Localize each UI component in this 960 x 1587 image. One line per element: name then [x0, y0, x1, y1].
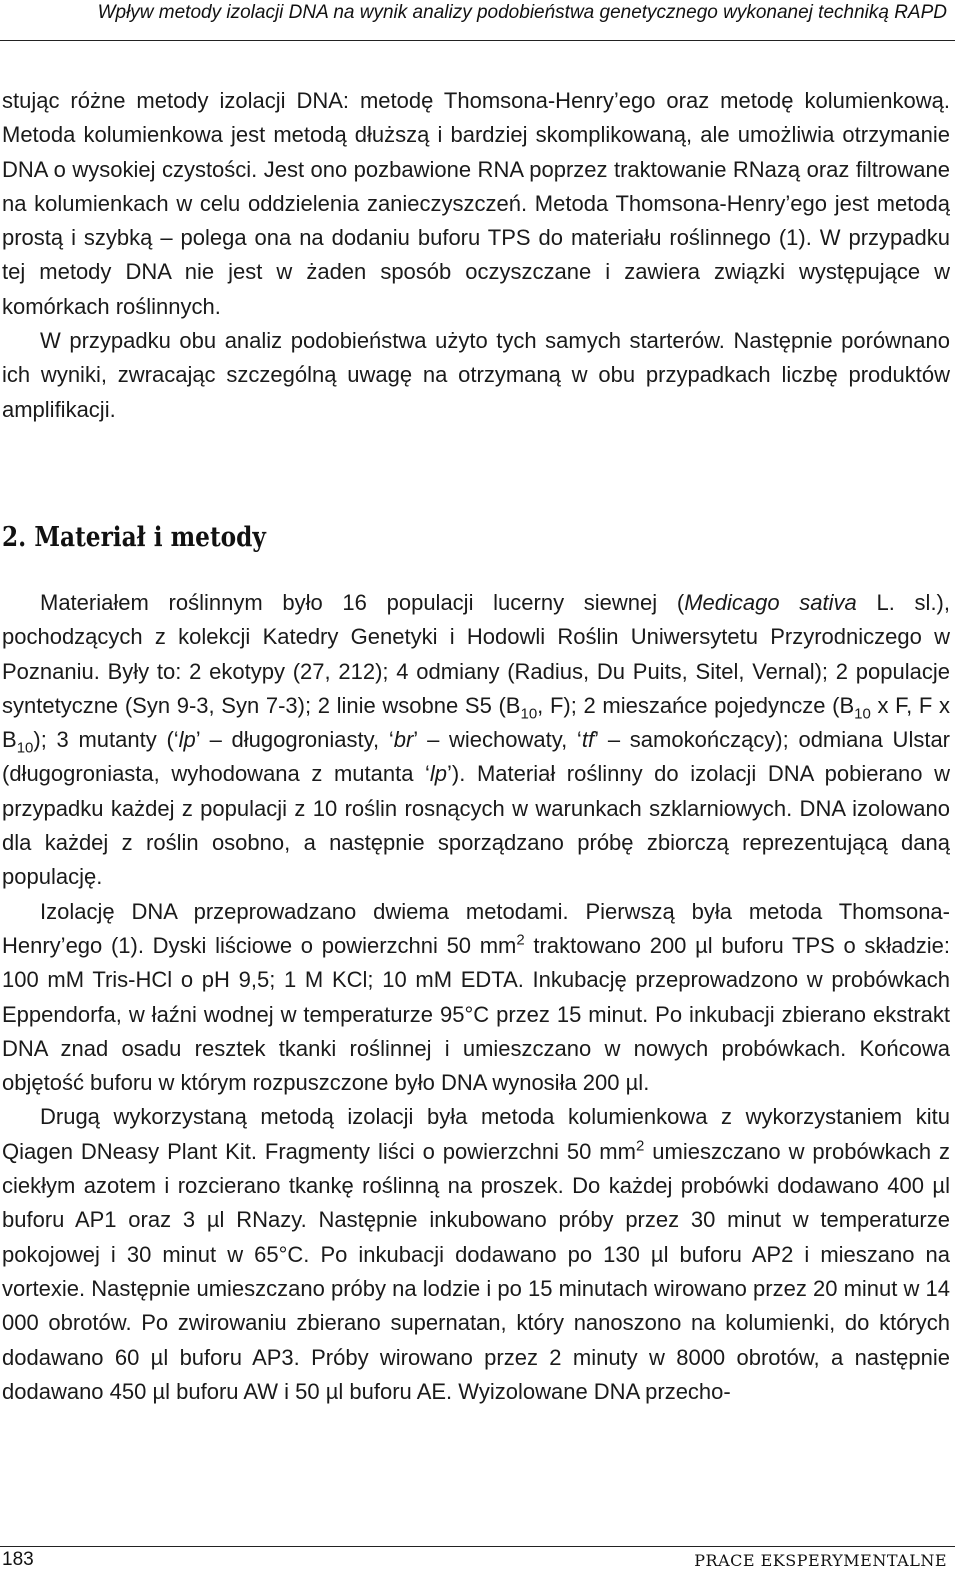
- paragraph: Drugą wykorzystaną metodą izolacji była metoda kolumienkowa z wykorzystaniem kitu Qiagen DNeasy Plant Kit. Fragmenty liści o powierzchni 50 $mm^2$ umieszczano w probówkach z ciekłym azotem i rozcierano tkankę roślinną na proszek. Do każdej probówki dodawano 400 µl buforu AP1 oraz 3 µl RNazy. Następnie inkubowano próby przez 30 minut w temperaturze pokojowej i 30 minut w 65°C. Po inkubacji dodawano po 130 µl buforu AP2 i mieszano na vortexie. Następnie umieszczano próby na lodzie i po 15 minutach wirowano przez 20 minut w 14 000 obrotów. Po zwirowaniu zbierano supernatan, który nanoszono na kolumienki, do których dodawano 60 µl buforu AP3. Próby wirowano przez 2 minuty w 8000 obrotów, a następnie dodawano 450 µl buforu AW i 50 µl buforu AE. Wyizolowane DNA przecho-: [2, 1104, 950, 1404]
- section-number: 2.: [2, 522, 27, 553]
- species-name: Medicago sativa: [684, 590, 857, 615]
- intro-text: [2, 84, 950, 427]
- paragraph: stując różne metody izolacji DNA: metodę Thomsona-Henry’ego oraz metodę kolumienkową. Metoda kolumienkowa jest metodą dłuższą i bardziej skomplikowaną, ale umożliwia otrzymanie DNA o wysokiej czystości. Jest ono pozbawione RNA poprzez traktowanie RNazą oraz filtrowane na kolumienkach w celu oddzielenia zanieczyszczeń. Metoda Thomsona-Henry’ego jest metodą prostą i szybką – polega ona na dodaniu buforu TPS do materiału roślinnego (1). W przypadku tej metody DNA nie jest w żaden sposób oczyszczane i zawiera związki występujące w komórkach roślinnych.: [2, 88, 950, 319]
- section-title: Materiał i metody: [34, 522, 266, 553]
- section-heading: [2, 522, 266, 553]
- methods-text: [2, 586, 950, 1409]
- paragraph: Materiałem roślinnym było 16 populacji lucerny siewnej (Medicago sativa L. sl.), pochodzących z kolekcji Katedry Genetyki i Hodowli Roślin Uniwersytetu Przyrodniczego w Poznaniu. Były to: 2 ekotypy (27, 212); 4 odmiany (Radius, Du Puits, Sitel, Vernal); 2 populacje syntetyczne (Syn 9-3, Syn 7-3); 2 linie wsobne S5 ($B_{10}$, F); 2 mieszańce pojedyncze ($B_{10}$ x F, F x $B_{10}$); 3 mutanty (‘lp’ – długogroniasty, ‘br’ – wiechowaty, ‘tf’ – samokończący); odmiana Ulstar (długogroniasta, wyhodowana z mutanta ‘lp’). Materiał roślinny do izolacji DNA pobierano w przypadku każdej z populacji z 10 roślin rosnących w warunkach szklarniowych. DNA izolowano dla każdej z roślin osobno, a następnie sporządzano próbę zbiorczą reprezentującą daną populację.: [2, 590, 951, 890]
- running-title: Wpływ metody izolacji DNA na wynik analizy podobieństwa genetycznego wykonanej techniką RAPD: [97, 2, 947, 23]
- running-header: [0, 0, 955, 41]
- paragraph: W przypadku obu analiz podobieństwa użyto tych samych starterów. Następnie porównano ich wyniki, zwracając szczególną uwagę na otrzymaną w obu przypadkach liczbę produktów amplifikacji.: [2, 328, 950, 422]
- page-footer: [0, 1546, 955, 1587]
- journal-section-label: PRACE EKSPERYMENTALNE: [694, 1551, 947, 1570]
- paragraph: Izolację DNA przeprowadzano dwiema metodami. Pierwszą była metoda Thomsona-Henry’ego (1). Dyski liściowe o powierzchni 50 $mm^2$ traktowano 200 µl buforu TPS o składzie: 100 mM Tris-HCl o pH 9,5; 1 M KCl; 10 mM EDTA. Inkubację przeprowadzono w probówkach Eppendorfa, w łaźni wodnej w temperaturze 95°C przez 15 minut. Po inkubacji zbierano ekstrakt DNA znad osadu resztek tkanki roślinnej i umieszczano w nowych probówkach. Końcowa objętość buforu w którym rozpuszczone było DNA wynosiła 200 µl.: [2, 898, 950, 1096]
- page-number: 183: [2, 1549, 34, 1570]
